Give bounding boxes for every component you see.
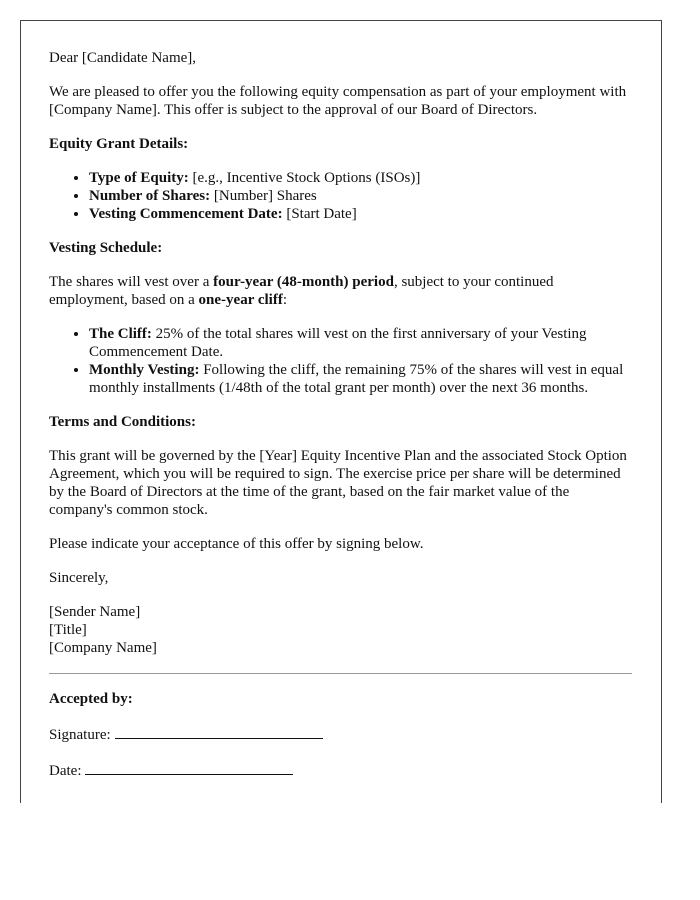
sender-name: [Sender Name] [49,604,141,620]
list-item [89,205,632,223]
list-item [89,325,632,361]
list-item [89,187,632,205]
date-line[interactable] [85,760,293,775]
date-row [49,760,632,780]
date-label: Date: [49,763,82,779]
terms-paragraph: This grant will be governed by the [Year] Equity Incentive Plan and the associated Stock Option Agreement, which you will be required to sign. The exercise price per share will be determined by the Board of Directors at the time of the grant, based on the fair market value of the company's common stock. [49,448,627,518]
item-label: Number of Shares: [89,188,211,204]
item-value: 25% of the total shares will vest on the first anniversary of your Vesting Commencement Date. [89,326,587,360]
item-label: Monthly Vesting: [89,362,200,378]
item-value: [Number] Shares [210,188,317,204]
signature-row [49,724,632,744]
item-value: [Start Date] [282,206,357,222]
letter-page [20,20,662,803]
divider [49,673,632,674]
sender-company: [Company Name] [49,640,157,656]
closing: Sincerely, [49,570,109,586]
sender-block [49,603,632,657]
item-label: Type of Equity: [89,170,189,186]
item-label: The Cliff: [89,326,152,342]
signature-label: Signature: [49,727,111,743]
grant-list [49,169,632,223]
vesting-list [49,325,632,397]
vesting-heading: Vesting Schedule: [49,240,163,256]
greeting: Dear [Candidate Name], [49,50,197,66]
list-item [89,169,632,187]
list-item [89,361,632,397]
accepted-heading: Accepted by: [49,691,133,707]
item-label: Vesting Commencement Date: [89,206,283,222]
terms-heading: Terms and Conditions: [49,414,196,430]
item-value: [e.g., Incentive Stock Options (ISOs)] [188,170,421,186]
intro-paragraph: We are pleased to offer you the following equity compensation as part of your employment with [Company Name]. This offer is subject to the approval of our Board of Directors. [49,84,627,118]
grant-heading: Equity Grant Details: [49,136,189,152]
sender-title: [Title] [49,622,87,638]
item-value: Following the cliff, the remaining 75% of the shares will vest in equal monthly installments (1/48th of the total grant per month) over the next 36 months. [89,362,624,396]
acceptance-request: Please indicate your acceptance of this offer by signing below. [49,536,424,552]
vesting-paragraph: The shares will vest over a four-year (48-month) period, subject to your continued employment, based on a one-year cliff: [49,274,554,308]
signature-line[interactable] [115,724,323,739]
